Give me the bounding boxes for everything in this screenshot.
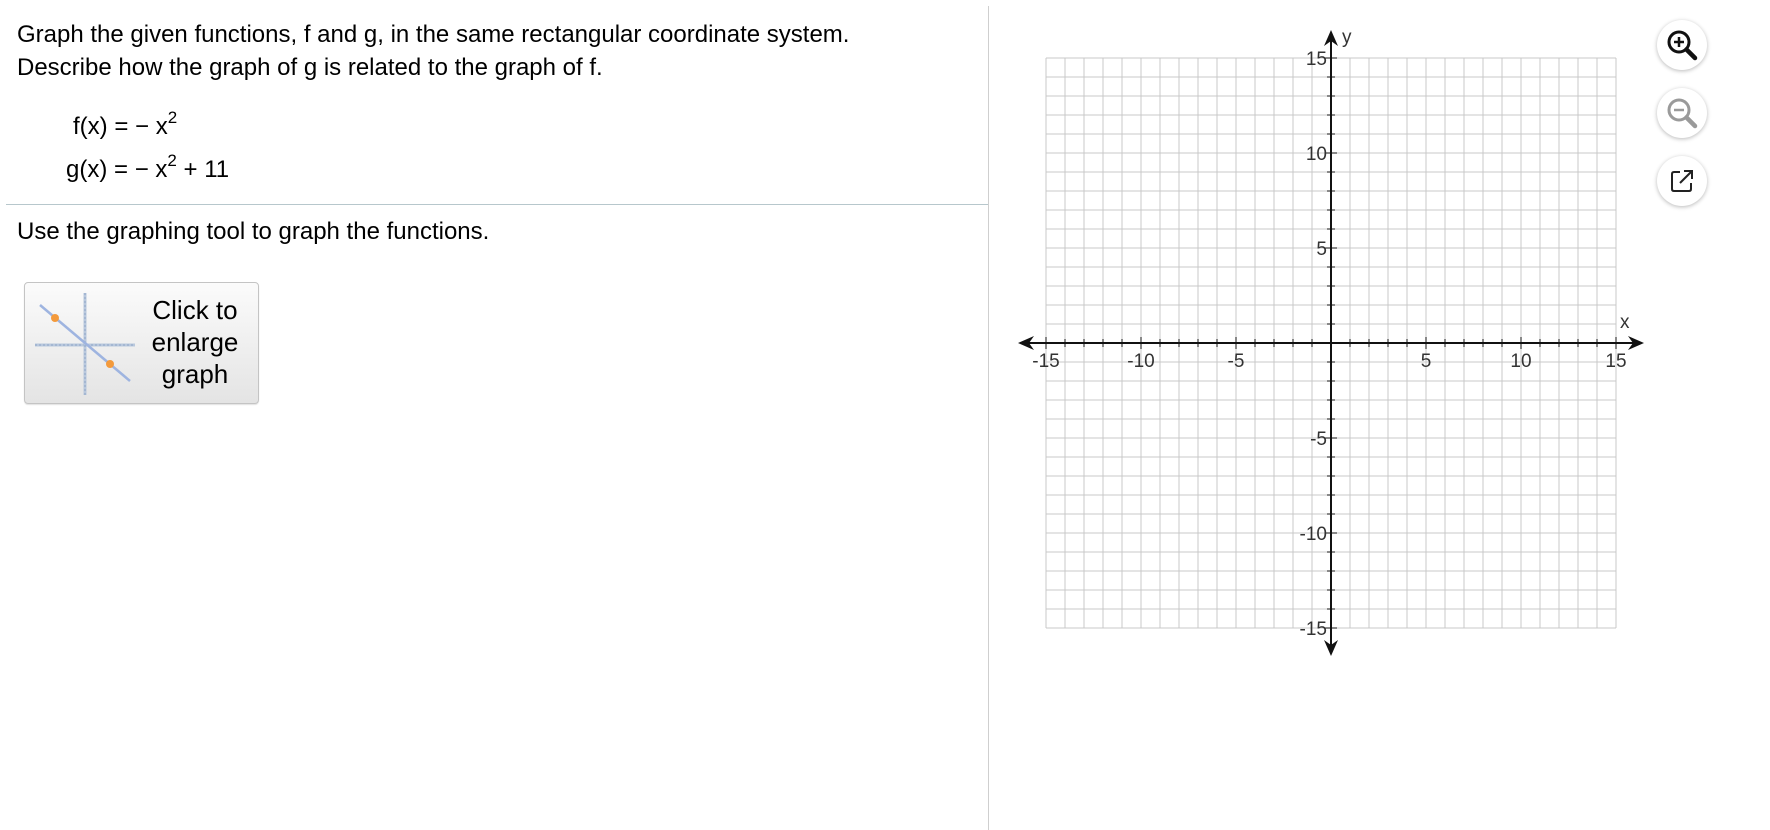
function-f <box>73 108 178 142</box>
external-link-icon <box>1667 166 1697 196</box>
question-text <box>17 18 977 84</box>
section-divider <box>6 204 988 205</box>
function-f-rhs: − x <box>135 113 168 140</box>
enlarge-graph-button[interactable] <box>24 282 259 404</box>
y-tick-label: 10 <box>1305 144 1327 165</box>
open-in-new-window-button[interactable] <box>1657 156 1707 206</box>
y-tick-label: 15 <box>1305 49 1327 70</box>
x-tick-label: -10 <box>1127 351 1155 372</box>
function-g-lhs: g(x) = <box>66 156 129 183</box>
x-tick-label: -15 <box>1032 351 1060 372</box>
y-tick-label: -15 <box>1299 619 1327 640</box>
function-g-exponent: 2 <box>167 151 177 170</box>
function-f-lhs: f(x) = <box>73 113 129 140</box>
question-line-2: Describe how the graph of g is related to the graph of f. <box>17 54 603 81</box>
x-tick-label: 5 <box>1420 351 1432 372</box>
y-tick-label: -5 <box>1310 429 1327 450</box>
instruction-text: Use the graphing tool to graph the functions. <box>17 218 490 245</box>
function-f-exponent: 2 <box>167 108 178 127</box>
zoom-out-button[interactable] <box>1657 88 1707 138</box>
zoom-in-icon <box>1665 28 1699 62</box>
graph-thumbnail-icon <box>35 293 135 395</box>
enlarge-graph-label: Click to enlarge graph <box>151 295 239 389</box>
y-axis-label: y <box>1342 27 1352 48</box>
function-g-tail: + 11 <box>183 156 230 183</box>
pane-divider <box>988 6 989 830</box>
y-tick-label: -10 <box>1299 524 1327 545</box>
function-g-rhs: − x <box>134 156 168 183</box>
x-tick-label: 15 <box>1605 351 1627 372</box>
x-axis-label: x <box>1620 312 1630 333</box>
coordinate-grid[interactable] <box>1006 18 1656 668</box>
x-tick-label: -5 <box>1227 351 1245 372</box>
function-g <box>66 151 230 185</box>
zoom-in-button[interactable] <box>1657 20 1707 70</box>
zoom-out-icon <box>1665 96 1699 130</box>
y-tick-label: 5 <box>1316 239 1327 260</box>
question-line-1: Graph the given functions, f and g, in the same rectangular coordinate system. <box>17 21 850 48</box>
x-tick-label: 10 <box>1510 351 1532 372</box>
